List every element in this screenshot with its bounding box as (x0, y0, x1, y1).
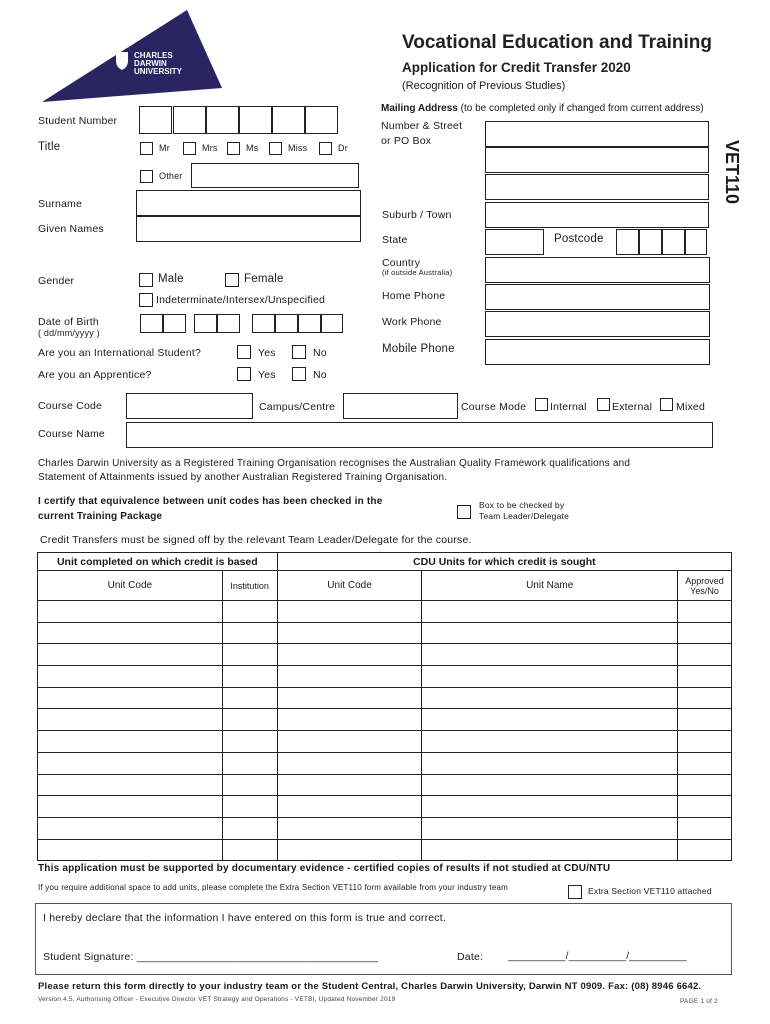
certify-text-1: I certify that equivalence between unit codes has been checked in the (38, 496, 383, 507)
recognition-statement-2: Statement of Attainments issued by another Australian Registered Training Organisation. (38, 472, 448, 483)
student-number-label: Student Number (38, 115, 118, 127)
additional-space-note: If you require additional space to add units, please complete the Extra Section VET110 form available from your industry team (38, 883, 508, 892)
table-row[interactable] (38, 709, 732, 731)
international-no-label: No (313, 347, 327, 359)
table-row[interactable] (38, 839, 732, 861)
apprentice-no-label: No (313, 369, 327, 381)
international-yes-label: Yes (258, 347, 276, 359)
table-row[interactable] (38, 774, 732, 796)
dob-month-box[interactable] (194, 314, 217, 333)
work-phone-label: Work Phone (382, 316, 442, 328)
logo (42, 10, 222, 102)
country-note: (if outside Australia) (382, 268, 453, 277)
state-label: State (382, 234, 408, 246)
dob-month-box[interactable] (217, 314, 240, 333)
table-row[interactable] (38, 601, 732, 623)
return-instructions: Please return this form directly to your industry team or the Student Central, Charles Darwin University, Darwin NT 0909. Fax: (08) 8946 6642. (38, 981, 702, 992)
title-other-field[interactable] (191, 163, 359, 188)
postcode-box[interactable] (639, 229, 662, 255)
country-field[interactable] (485, 257, 710, 283)
mode-mixed-label: Mixed (676, 401, 706, 413)
given-names-field[interactable] (136, 216, 361, 242)
col-institution: Institution (222, 571, 277, 601)
student-number-box[interactable] (305, 106, 338, 134)
title-mr-checkbox[interactable] (140, 142, 153, 155)
mobile-phone-field[interactable] (485, 339, 710, 365)
dob-year-box[interactable] (321, 314, 343, 333)
table-row[interactable] (38, 752, 732, 774)
apprentice-yes-checkbox[interactable] (237, 367, 251, 381)
course-code-label: Course Code (38, 400, 103, 412)
title-mr-label: Mr (159, 143, 170, 153)
course-mode-label: Course Mode (461, 401, 527, 413)
surname-label: Surname (38, 198, 83, 210)
title-dr-checkbox[interactable] (319, 142, 332, 155)
recognition-statement-1: Charles Darwin University as a Registered Training Organisation recognises the Australian Quality Framework qualifications and (38, 458, 631, 469)
home-phone-label: Home Phone (382, 290, 446, 302)
title-other-label: Other (159, 171, 183, 181)
col-unit-code: Unit Code (38, 571, 223, 601)
title-other-checkbox[interactable] (140, 170, 153, 183)
title-mrs-label: Mrs (202, 143, 218, 153)
student-number-box[interactable] (173, 106, 206, 134)
mode-external-label: External (612, 401, 653, 413)
apprentice-no-checkbox[interactable] (292, 367, 306, 381)
international-question: Are you an International Student? (38, 347, 202, 359)
title-mrs-checkbox[interactable] (183, 142, 196, 155)
student-number-box[interactable] (272, 106, 305, 134)
student-number-box[interactable] (206, 106, 239, 134)
team-leader-checkbox[interactable] (457, 505, 471, 519)
country-label: Country (382, 257, 421, 269)
extra-section-label: Extra Section VET110 attached (588, 886, 712, 896)
gender-female-label: Female (244, 273, 284, 285)
table-row[interactable] (38, 622, 732, 644)
given-names-label: Given Names (38, 223, 104, 235)
table-row[interactable] (38, 817, 732, 839)
mode-mixed-checkbox[interactable] (660, 398, 673, 411)
home-phone-field[interactable] (485, 284, 710, 310)
dob-day-box[interactable] (163, 314, 186, 333)
form-code: VET110 (722, 140, 742, 205)
credit-table (37, 552, 732, 861)
title-ms-label: Ms (246, 143, 259, 153)
title-miss-checkbox[interactable] (269, 142, 282, 155)
support-note: This application must be supported by documentary evidence - certified copies of results if not studied at CDU/NTU (38, 863, 611, 874)
street-field-2[interactable] (485, 147, 709, 173)
title-dr-label: Dr (338, 143, 348, 153)
suburb-field[interactable] (485, 202, 709, 228)
title-label: Title (38, 141, 61, 153)
col-approved-2: Yes/No (690, 585, 719, 596)
gender-label: Gender (38, 275, 75, 287)
version-info: Version 4.5, Authorising Officer - Executive Director VET Strategy and Operations - VETBI, Updated November 2019 (38, 996, 396, 1003)
table-row[interactable] (38, 644, 732, 666)
dob-format: ( dd/mm/yyyy ) (38, 328, 100, 338)
student-signature[interactable]: Student Signature: ________________________________________ (43, 951, 379, 963)
course-code-field[interactable] (126, 393, 253, 419)
postcode-label: Postcode (554, 233, 604, 245)
date-label: Date: (457, 951, 484, 963)
table-row[interactable] (38, 731, 732, 753)
mailing-heading-row (381, 103, 704, 114)
street-label-1: Number & Street (381, 120, 463, 132)
table-row[interactable] (38, 796, 732, 818)
international-no-checkbox[interactable] (292, 345, 306, 359)
postcode-box[interactable] (616, 229, 639, 255)
apprentice-yes-label: Yes (258, 369, 276, 381)
declaration-text: I hereby declare that the information I have entered on this form is true and correct. (43, 912, 446, 924)
course-name-field[interactable] (126, 422, 713, 448)
mode-external-checkbox[interactable] (597, 398, 610, 411)
checkbox-note-1: Box to be checked by (479, 500, 565, 510)
signoff-note: Credit Transfers must be signed off by the relevant Team Leader/Delegate for the course. (40, 534, 472, 546)
suburb-label: Suburb / Town (382, 209, 452, 221)
dob-label: Date of Birth (38, 316, 99, 328)
logo-banner (42, 10, 222, 102)
course-name-label: Course Name (38, 428, 105, 440)
campus-field[interactable] (343, 393, 458, 419)
work-phone-field[interactable] (485, 311, 710, 337)
logo-line2: DARWIN (134, 59, 167, 68)
dob-year-box[interactable] (252, 314, 275, 333)
table-group-cdu: CDU Units for which credit is sought (277, 553, 731, 571)
student-number-box[interactable] (239, 106, 272, 134)
surname-field[interactable] (136, 190, 361, 216)
gender-indeterminate-label: Indeterminate/Intersex/Unspecified (156, 294, 326, 306)
street-field-1[interactable] (485, 121, 709, 147)
dob-year-box[interactable] (275, 314, 298, 333)
gender-indeterminate-checkbox[interactable] (139, 293, 153, 307)
col-unit-name: Unit Name (422, 571, 678, 601)
street-field-3[interactable] (485, 174, 709, 200)
certify-text-2: current Training Package (38, 511, 163, 522)
gender-male-label: Male (158, 273, 184, 285)
apprentice-question: Are you an Apprentice? (38, 369, 152, 381)
mode-internal-label: Internal (550, 401, 587, 413)
col-cdu-unit-code: Unit Code (277, 571, 422, 601)
state-field[interactable] (485, 229, 544, 255)
student-number-box[interactable] (139, 106, 172, 134)
gender-female-checkbox[interactable] (225, 273, 239, 287)
page-title: Vocational Education and Training (402, 32, 713, 53)
street-label-2: or PO Box (381, 135, 432, 147)
logo-line1: CHARLES (134, 51, 173, 60)
dob-year-box[interactable] (298, 314, 321, 333)
page-number: PAGE 1 of 2 (680, 998, 718, 1005)
title-miss-label: Miss (288, 143, 308, 153)
campus-label: Campus/Centre (259, 401, 336, 413)
col-approved-1: Approved (685, 575, 724, 586)
mode-internal-checkbox[interactable] (535, 398, 548, 411)
date-field[interactable]: __________/__________/__________ (508, 951, 687, 962)
extra-section-checkbox[interactable] (568, 885, 582, 899)
mailing-heading: Mailing Address (381, 103, 458, 114)
checkbox-note-2: Team Leader/Delegate (479, 511, 570, 521)
page-subtitle: Application for Credit Transfer 2020 (402, 60, 631, 75)
col-approved (677, 571, 731, 601)
international-yes-checkbox[interactable] (237, 345, 251, 359)
table-group-completed: Unit completed on which credit is based (38, 553, 278, 571)
table-row[interactable] (38, 687, 732, 709)
table-row[interactable] (38, 666, 732, 688)
mobile-phone-label: Mobile Phone (382, 343, 455, 355)
page-subtitle-2: (Recognition of Previous Studies) (402, 80, 566, 92)
postcode-box[interactable] (662, 229, 685, 255)
dob-day-box[interactable] (140, 314, 163, 333)
logo-line3: UNIVERSITY (134, 67, 183, 76)
gender-male-checkbox[interactable] (139, 273, 153, 287)
mailing-note: (to be completed only if changed from current address) (460, 103, 704, 114)
title-ms-checkbox[interactable] (227, 142, 240, 155)
postcode-box[interactable] (685, 229, 707, 255)
